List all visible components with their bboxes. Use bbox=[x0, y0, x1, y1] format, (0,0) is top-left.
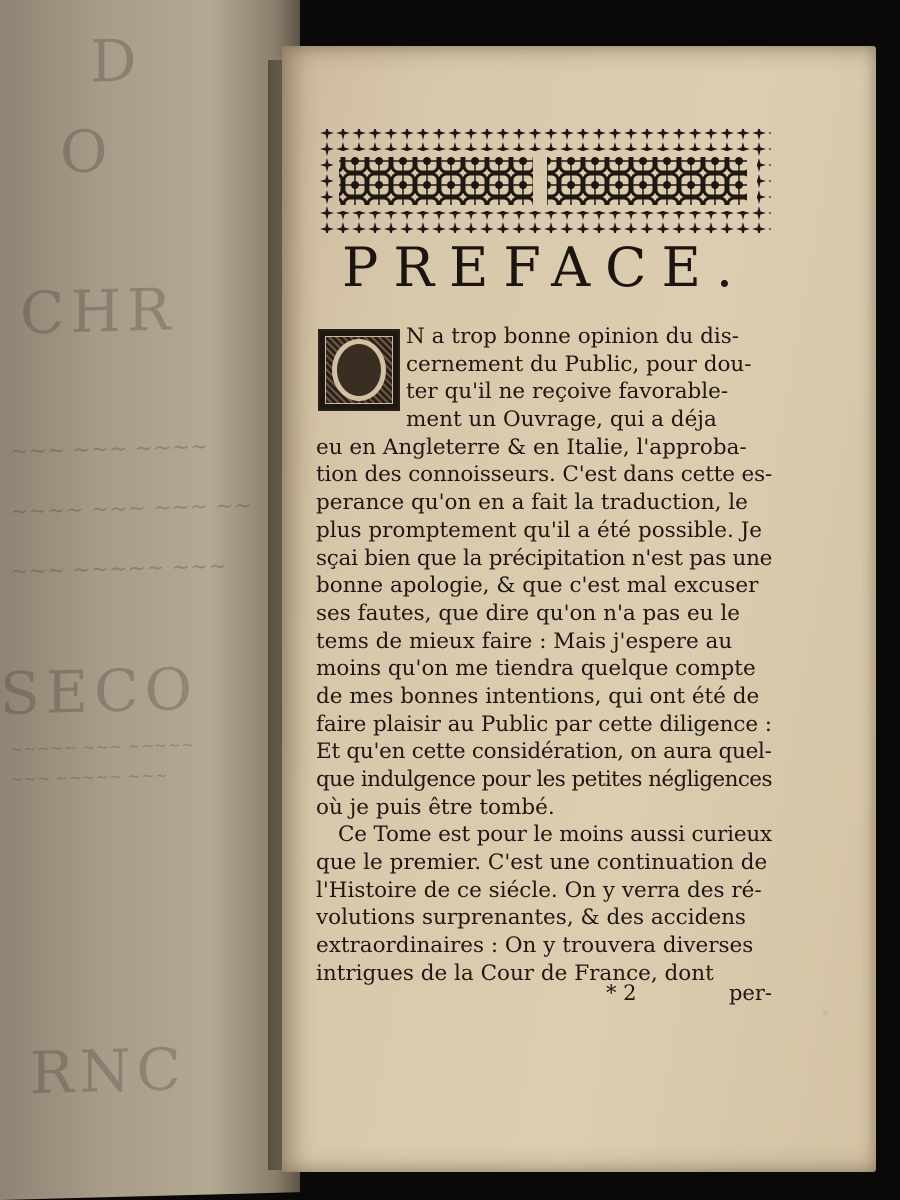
text-line: N a trop bonne opinion du dis- bbox=[406, 324, 740, 349]
text-line: de mes bonnes intentions, qui ont été de bbox=[316, 683, 760, 709]
show-through-text: ~~~ ~~~~~ ~~~ bbox=[10, 765, 168, 789]
text-line: volutions surprenantes, & des accidens bbox=[316, 905, 746, 931]
show-through-text: RNC bbox=[30, 1035, 187, 1108]
text-line: cernement du Public, pour dou- bbox=[406, 351, 752, 377]
text-line: faire plaisir au Public par cette diligence : bbox=[316, 711, 772, 737]
facing-left-page bbox=[0, 0, 300, 1200]
text-line: tems de mieux faire : Mais j'espere au bbox=[316, 628, 733, 654]
text-line: eu en Angleterre & en Italie, l'approba- bbox=[316, 434, 747, 460]
show-through-text: ~~~ ~~~~~ ~~~ bbox=[10, 554, 227, 585]
text-line: perance qu'on en a fait la traduction, le bbox=[316, 490, 748, 516]
headpiece-ornament bbox=[319, 125, 771, 237]
text-line: où je puis être tombé. bbox=[316, 794, 555, 820]
preface-body bbox=[316, 323, 772, 988]
show-through-text: ~~~~~ ~~~ ~~~~~ bbox=[10, 734, 195, 759]
catchword: per- bbox=[728, 981, 772, 1005]
text-line: moins qu'on me tiendra quelque compte bbox=[316, 656, 756, 682]
text-line: que indulgence pour les petites négligences bbox=[316, 767, 772, 792]
text-line: intrigues de la Cour de France, dont bbox=[316, 960, 714, 986]
preface-page bbox=[282, 46, 876, 1172]
show-through-text: CHR bbox=[20, 275, 177, 348]
show-through-text: SECO bbox=[0, 654, 198, 728]
signature-mark: * 2 bbox=[606, 981, 637, 1005]
show-through-text: ~~~~ ~~~ ~~~ ~~ bbox=[10, 493, 253, 525]
text-line: plus promptement qu'il a été possible. Je bbox=[316, 517, 762, 543]
show-through-text: O bbox=[60, 117, 114, 187]
text-line: ses fautes, que dire qu'on n'a pas eu le bbox=[316, 600, 740, 626]
text-line: tion des connoisseurs. C'est dans cette es- bbox=[316, 462, 773, 488]
text-line: sçai bien que la précipitation n'est pas une bbox=[316, 545, 773, 571]
text-line: que le premier. C'est une continuation de bbox=[316, 850, 768, 876]
paper-speck bbox=[823, 1011, 828, 1016]
text-line: ment un Ouvrage, qui a déja bbox=[406, 407, 717, 433]
show-through-text: ~~~ ~~~ ~~~~ bbox=[10, 434, 209, 465]
text-line: l'Histoire de ce siécle. On y verra des ré- bbox=[316, 877, 762, 903]
page-title: PREFACE. bbox=[342, 236, 749, 299]
text-line: extraordinaires : On y trouvera diverses bbox=[316, 933, 754, 959]
show-through-text: D bbox=[90, 26, 143, 96]
text-line: Ce Tome est pour le moins aussi curieux bbox=[338, 822, 773, 848]
text-line: bonne apologie, & que c'est mal excuser bbox=[316, 573, 759, 599]
text-line: Et qu'en cette considération, on aura quel- bbox=[316, 739, 772, 765]
text-line: ter qu'il ne reçoive favorable- bbox=[406, 379, 729, 405]
